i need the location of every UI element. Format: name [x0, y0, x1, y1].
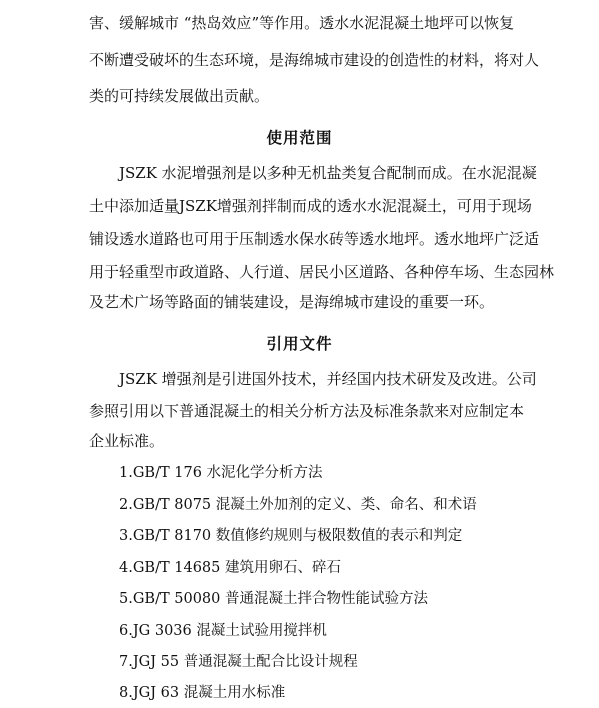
scope-line-2: 土中添加适量JSZK增强剂拌制而成的透水水泥混凝土，可用于现场	[89, 197, 532, 215]
reference-item-5: 5.GB/T 50080 普通混凝土拌合物性能试验方法	[119, 591, 428, 607]
references-line-1: JSZK 增强剂是引进国外技术，并经国内技术研发及改进。公司	[119, 370, 537, 388]
references-heading: 引用文件	[266, 335, 333, 353]
intro-line-2: 不断遭受破坏的生态环境，是海绵城市建设的创造性的材料，将对人	[89, 51, 540, 69]
scope-heading: 使用范围	[266, 129, 333, 147]
reference-item-7: 7.JGJ 55 普通混凝土配合比设计规程	[119, 654, 358, 670]
intro-line-3: 类的可持续发展做出贡献。	[89, 87, 270, 105]
scope-line-3: 铺设透水道路也可用于压制透水保水砖等透水地坪。透水地坪广泛适	[89, 230, 540, 248]
reference-item-6: 6.JG 3036 混凝土试验用搅拌机	[119, 623, 327, 639]
reference-item-3: 3.GB/T 8170 数值修约规则与极限数值的表示和判定	[119, 528, 463, 544]
reference-item-8: 8.JGJ 63 混凝土用水标准	[119, 685, 286, 701]
scope-line-1: JSZK 水泥增强剂是以多种无机盐类复合配制而成。在水泥混凝	[119, 164, 537, 182]
reference-item-4: 4.GB/T 14685 建筑用卵石、碎石	[119, 560, 341, 576]
references-line-3: 企业标准。	[89, 432, 165, 450]
intro-line-1: 害、缓解城市 “热岛效应”等作用。透水水泥混凝土地坪可以恢复	[89, 14, 515, 32]
reference-item-1: 1.GB/T 176 水泥化学分析方法	[119, 465, 323, 481]
references-line-2: 参照引用以下普通混凝土的相关分析方法及标准条款来对应制定本	[89, 402, 525, 420]
reference-item-2: 2.GB/T 8075 混凝土外加剂的定义、类、命名、和术语	[119, 497, 477, 513]
scope-line-4: 用于轻重型市政道路、人行道、居民小区道路、各种停车场、生态园林	[89, 263, 555, 281]
scope-line-5: 及艺术广场等路面的铺装建设，是海绵城市建设的重要一环。	[89, 293, 495, 311]
